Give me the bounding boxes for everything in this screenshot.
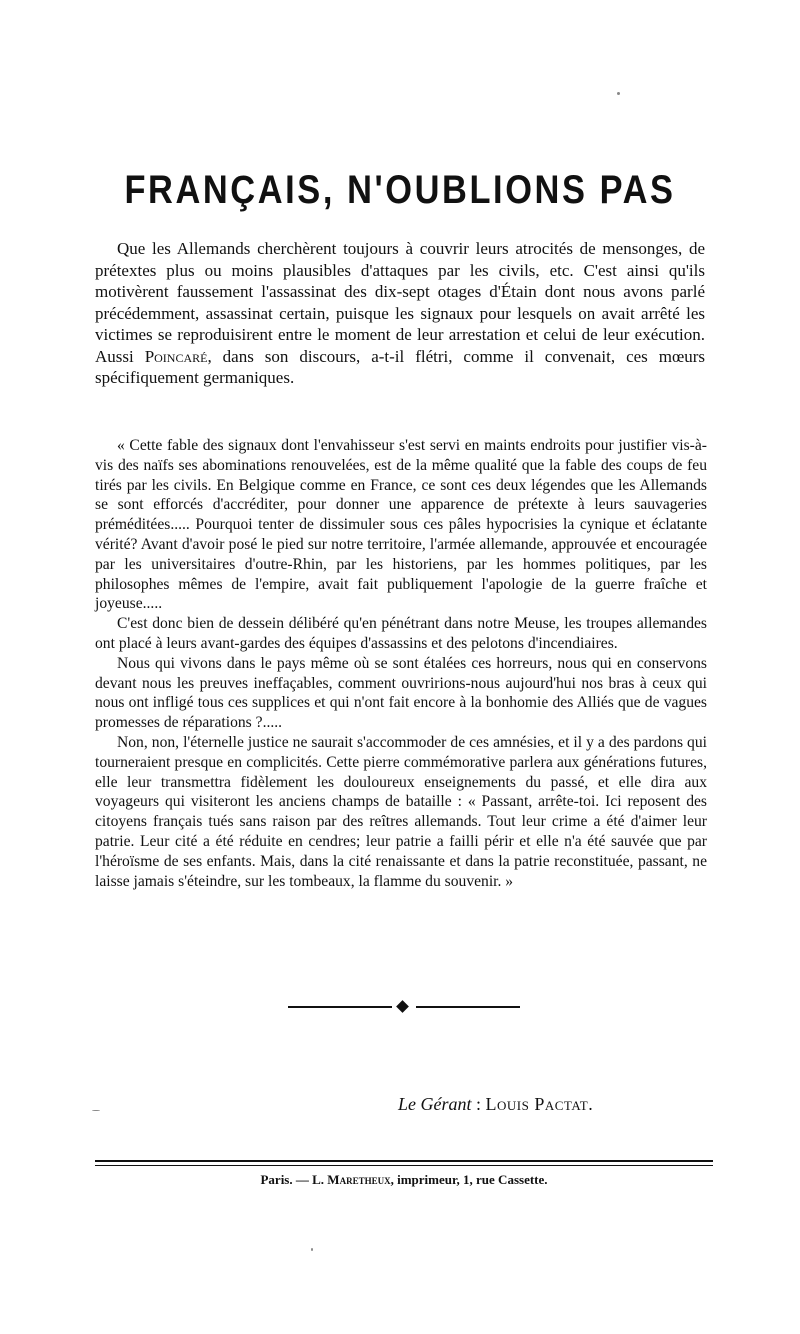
footer-rule-thin (95, 1165, 713, 1166)
intro-name-poincare: Poincaré (144, 346, 208, 366)
ornamental-divider (288, 1001, 520, 1013)
diamond-ornament-icon (396, 1000, 409, 1013)
quote-block (95, 436, 707, 891)
quote-paragraph-4: Non, non, l'éternelle justice ne saurait s'accommoder de ces amnésies, et il y a des pardons qui tourneraient presque en complicités. Cette pierre commémorative parlera aux générations futures, elle leur transmettra fidèlement les douloureux enseignements du passé, et elle dira aux voyageurs qui visiteront les anciens champs de bataille : « Passant, arrête-toi. Ici reposent des citoyens français tués sans raison par des reîtres allemands. Tout leur crime a été d'aimer leur patrie. Leur cité a été réduite en cendres; leur patrie a failli périr et elle n'a été sauvée que par l'héroïsme de ses enfants. Mais, dans la cité renaissante et dans la patrie reconstituée, passant, ne laisse jamais s'éteindre, sur les tombeaux, la flamme du souvenir. » (95, 733, 707, 890)
imprint-city: Paris. — L. (260, 1172, 328, 1187)
signature-name: Louis Pactat. (485, 1094, 594, 1114)
signature-role: Le Gérant (398, 1094, 472, 1114)
imprint-rest: , imprimeur, 1, rue Cassette. (390, 1172, 548, 1187)
signature-line (398, 1094, 698, 1115)
intro-paragraph (95, 238, 705, 389)
divider-line-right (416, 1006, 520, 1008)
intro-text-start: Que les Allemands cherchèrent toujours à couvrir leurs atrocités de mensonges, de prétextes plus ou moins plausibles d'attaques par les civils, etc. C'est ainsi qu'ils motivèrent faussement l'assassinat des dix-sept otages d'Étain dont nous avons parlé précédemment, assassinat certain, puisque les signaux pour lesquels on avait arrêté les victimes se reproduisirent entre le moment de leur arrestation et celui de leur exécution. Aussi (95, 239, 705, 366)
page-title: FRANÇAIS, N'OUBLIONS PAS (124, 168, 676, 212)
imprint-printer-name: Maretheux (327, 1172, 391, 1187)
footer-rule-thick (95, 1160, 713, 1162)
signature-separator: : (471, 1094, 486, 1114)
printer-imprint (95, 1172, 713, 1188)
quote-paragraph-2: C'est donc bien de dessein délibéré qu'en pénétrant dans notre Meuse, les troupes allemandes ont placé à leurs avant-gardes des équipes d'assassins et des pelotons d'incendiaires. (95, 615, 707, 652)
quote-paragraph-3: Nous qui vivons dans le pays même où se sont étalées ces horreurs, nous qui en conservons devant nous les preuves ineffaçables, comment ouvririons-nous aujourd'hui nos bras à ceux qui nous ont infligé tous ces supplices et qui n'ont fait encore à la bonhomie des Alliés que de vagues promesses de réparations ?..... (95, 654, 707, 732)
intro-text-end: , dans son discours, a-t-il flétri, comme il convenait, ces mœurs spécifiquement germaniques. (95, 346, 706, 387)
quote-paragraph-1: « Cette fable des signaux dont l'envahisseur s'est servi en maints endroits pour justifier vis-à-vis des naïfs ses abominations renouvelées, est de la même qualité que la fable des coups de feu tirés par les civils. En Belgique comme en France, ce sont ces deux légendes que les Allemands se sont efforcés d'accréditer, pour donner une apparence de prétexte à leurs sauvageries préméditées..... Pourquoi tenter de dissimuler sous ces pâles hypocrisies la cynique et éclatante vérité? Avant d'avoir posé le pied sur notre territoire, l'armée allemande, approuvée et encouragée par les universitaires d'outre-Rhin, par les historiens, par les hommes politiques, par les philosophes mêmes de l'empire, avait fait publiquement l'apologie de la guerre fraîche et joyeuse..... (95, 437, 707, 613)
divider-line-left (288, 1006, 392, 1008)
paper-speck (617, 92, 620, 95)
paper-speck (311, 1248, 313, 1251)
paper-speck (92, 1110, 100, 1111)
